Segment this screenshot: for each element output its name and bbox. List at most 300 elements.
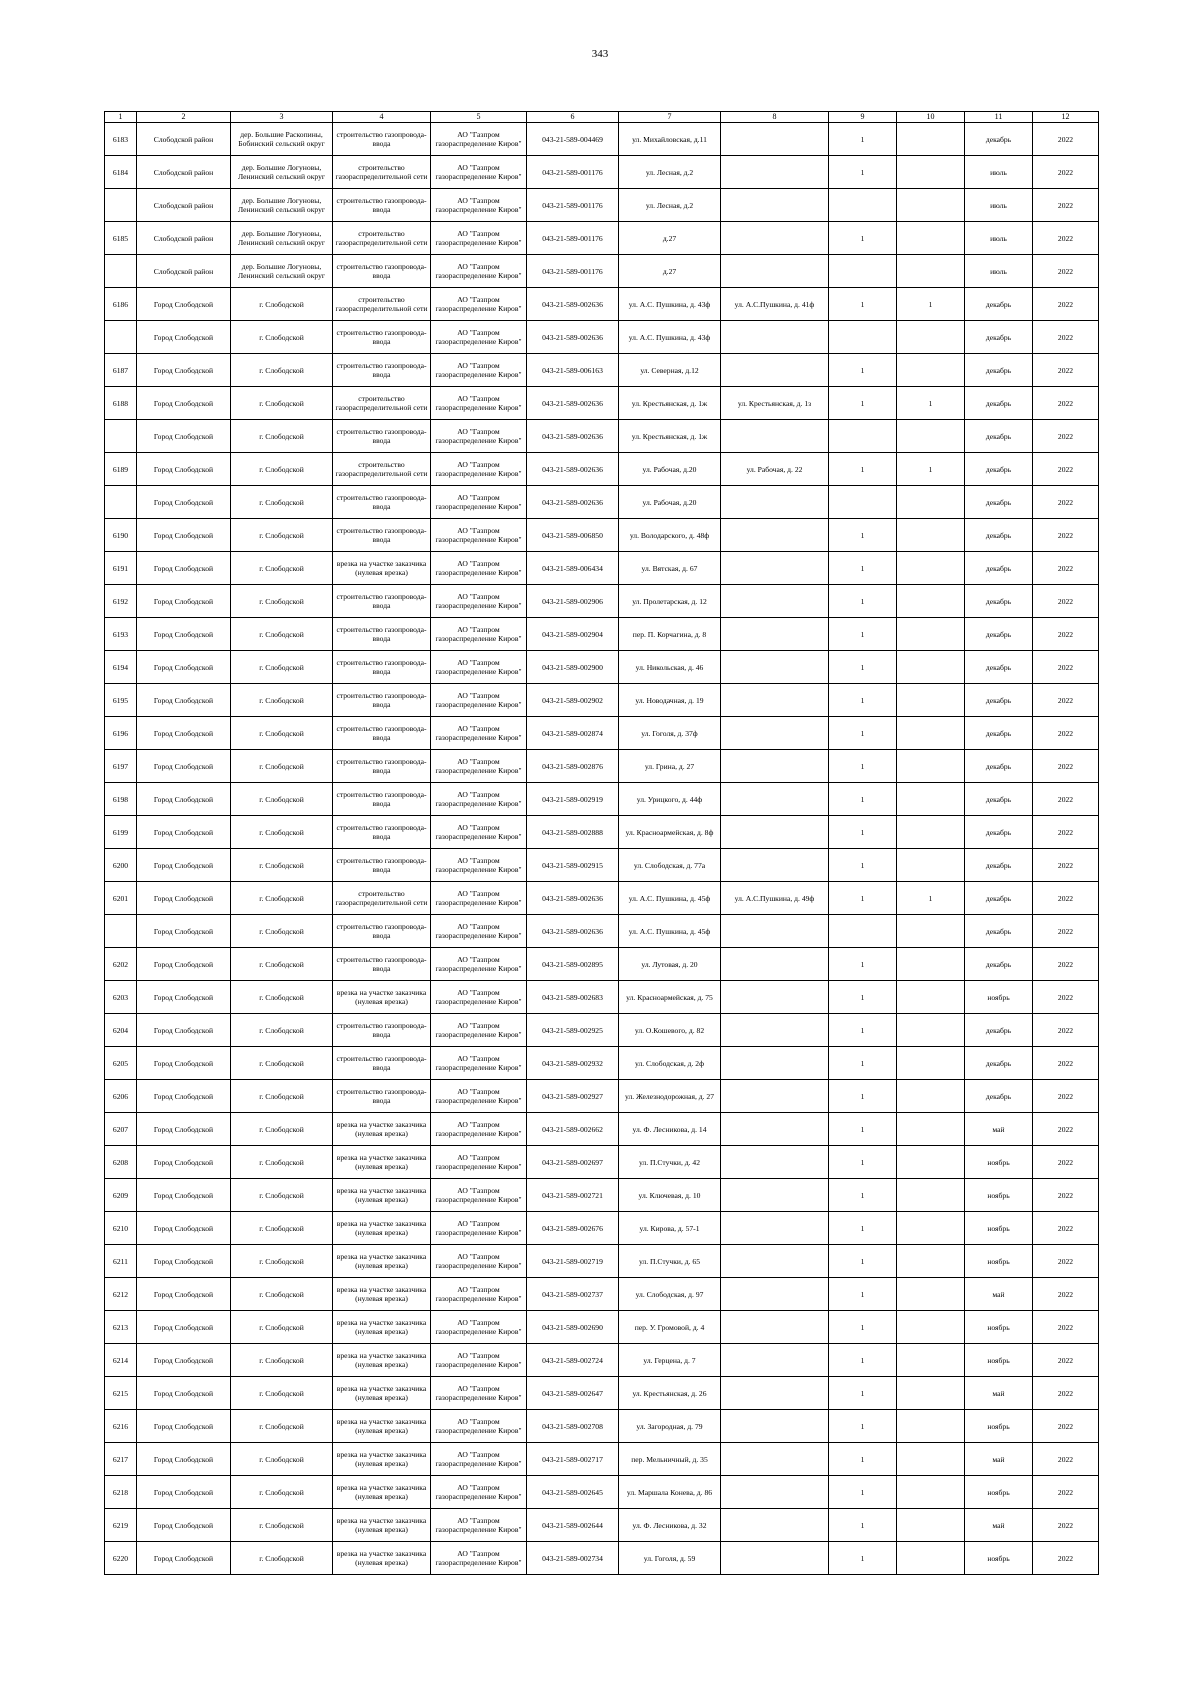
table-cell: Город Слободской [137,651,231,684]
table-cell [897,1278,965,1311]
table-cell: ул. Слободская, д. 2ф [619,1047,721,1080]
table-cell: врезка на участке заказчика (нулевая врезка) [333,1311,431,1344]
table-cell: Город Слободской [137,981,231,1014]
table-cell: 6215 [105,1377,137,1410]
table-cell: Город Слободской [137,618,231,651]
table-cell: г. Слободской [231,1344,333,1377]
table-cell: ул. Ключевая, д. 10 [619,1179,721,1212]
table-cell: 1 [829,1311,897,1344]
table-cell: врезка на участке заказчика (нулевая врезка) [333,552,431,585]
table-cell: строительство газопровода-ввода [333,1047,431,1080]
table-cell [105,915,137,948]
table-cell: врезка на участке заказчика (нулевая врезка) [333,1179,431,1212]
table-cell: 6192 [105,585,137,618]
table-cell: ул. Герцена, д. 7 [619,1344,721,1377]
table-cell: 2022 [1033,255,1099,288]
table-cell: строительство газопровода-ввода [333,915,431,948]
table-cell: 043-21-589-004469 [527,123,619,156]
table-cell: ул. Крестьянская, д. 1ж [619,387,721,420]
table-cell: строительство газораспределительной сети [333,288,431,321]
table-cell: строительство газораспределительной сети [333,882,431,915]
table-cell: АО "Газпром газораспределение Киров" [431,1443,527,1476]
table-cell: АО "Газпром газораспределение Киров" [431,1542,527,1575]
table-cell: дер. Большие Логуновы, Ленинский сельский округ [231,222,333,255]
table-cell [897,1377,965,1410]
table-cell: ул. П.Стучки, д. 65 [619,1245,721,1278]
table-cell: 2022 [1033,981,1099,1014]
table-cell: 1 [829,585,897,618]
table-cell [721,981,829,1014]
table-cell: июль [965,222,1033,255]
table-cell: ул. А.С.Пушкина, д. 41ф [721,288,829,321]
table-cell: ул. Маршала Конева, д. 86 [619,1476,721,1509]
table-cell: 6195 [105,684,137,717]
table-cell: 6213 [105,1311,137,1344]
table-cell: 2022 [1033,1014,1099,1047]
table-cell: декабрь [965,849,1033,882]
table-cell: ноябрь [965,1212,1033,1245]
table-cell: 043-21-589-002662 [527,1113,619,1146]
table-cell: АО "Газпром газораспределение Киров" [431,156,527,189]
table-row [105,618,1099,651]
table-cell: 1 [829,1047,897,1080]
table-cell: г. Слободской [231,1542,333,1575]
table-cell: АО "Газпром газораспределение Киров" [431,1245,527,1278]
table-cell: Город Слободской [137,1542,231,1575]
table-cell [897,1311,965,1344]
table-cell: ул. Урицкого, д. 44ф [619,783,721,816]
table-cell: 2022 [1033,123,1099,156]
table-row [105,816,1099,849]
table-cell: ноябрь [965,1476,1033,1509]
table-cell: АО "Газпром газораспределение Киров" [431,651,527,684]
table-cell: 2022 [1033,288,1099,321]
table-cell: АО "Газпром газораспределение Киров" [431,420,527,453]
table-cell: ул. Лесная, д.2 [619,189,721,222]
table-cell: 043-21-589-002734 [527,1542,619,1575]
table-cell: г. Слободской [231,387,333,420]
table-cell: 1 [829,156,897,189]
table-cell: май [965,1509,1033,1542]
table-cell: 1 [829,849,897,882]
table-cell: 2022 [1033,1245,1099,1278]
table-cell [829,255,897,288]
table-row [105,717,1099,750]
table-cell: Город Слободской [137,948,231,981]
table-cell: Город Слободской [137,1344,231,1377]
table-cell: Город Слободской [137,1377,231,1410]
table-cell [721,222,829,255]
table-cell: 043-21-589-002683 [527,981,619,1014]
table-cell: май [965,1113,1033,1146]
table-cell: декабрь [965,387,1033,420]
table-cell: 6187 [105,354,137,387]
table-cell: декабрь [965,783,1033,816]
table-cell: 043-21-589-002904 [527,618,619,651]
table-cell [897,1344,965,1377]
table-cell: 6199 [105,816,137,849]
table-cell: ул. А.С. Пушкина, д. 45ф [619,882,721,915]
table-cell: 2022 [1033,1509,1099,1542]
table-cell: АО "Газпром газораспределение Киров" [431,783,527,816]
table-cell: г. Слободской [231,1245,333,1278]
table-cell: ул. Красноармейская, д. 75 [619,981,721,1014]
table-cell [721,1377,829,1410]
table-cell: строительство газораспределительной сети [333,156,431,189]
table-cell: строительство газопровода-ввода [333,1014,431,1047]
table-cell [721,189,829,222]
table-cell: строительство газопровода-ввода [333,321,431,354]
table-cell: строительство газораспределительной сети [333,453,431,486]
table-cell [897,156,965,189]
table-cell: май [965,1377,1033,1410]
table-row [105,1443,1099,1476]
table-cell: ул. Рабочая, д. 22 [721,453,829,486]
table-row [105,222,1099,255]
table-cell: ул. Рабочая, д.20 [619,453,721,486]
table-cell [105,189,137,222]
table-cell [897,1179,965,1212]
table-cell: 6212 [105,1278,137,1311]
table-cell: врезка на участке заказчика (нулевая врезка) [333,1212,431,1245]
table-cell: строительство газораспределительной сети [333,387,431,420]
table-cell: ул. Крестьянская, д. 1з [721,387,829,420]
table-cell [897,849,965,882]
table-row [105,981,1099,1014]
table-cell: 2022 [1033,1542,1099,1575]
table-cell: 2022 [1033,816,1099,849]
table-cell: 6188 [105,387,137,420]
column-header: 9 [829,112,897,123]
table-cell [721,1212,829,1245]
table-row [105,1509,1099,1542]
table-cell: Город Слободской [137,1443,231,1476]
table-cell [897,1245,965,1278]
table-row [105,915,1099,948]
table-cell [897,981,965,1014]
table-cell [721,1179,829,1212]
table-cell [897,420,965,453]
table-cell: Город Слободской [137,1245,231,1278]
table-cell: 6191 [105,552,137,585]
table-cell: 2022 [1033,321,1099,354]
table-cell: 6205 [105,1047,137,1080]
table-cell: ул. Кирова, д. 57-1 [619,1212,721,1245]
table-cell: 1 [829,981,897,1014]
table-cell: 043-21-589-001176 [527,156,619,189]
table-cell [721,1542,829,1575]
table-cell: строительство газопровода-ввода [333,783,431,816]
table-cell: ул. О.Кошевого, д. 82 [619,1014,721,1047]
table-cell: 2022 [1033,1311,1099,1344]
table-cell: г. Слободской [231,618,333,651]
table-cell [721,354,829,387]
table-cell: 2022 [1033,156,1099,189]
table-cell [897,1476,965,1509]
table-cell: 2022 [1033,354,1099,387]
table-cell: АО "Газпром газораспределение Киров" [431,552,527,585]
table-row [105,783,1099,816]
table-cell: Город Слободской [137,717,231,750]
table-cell [721,1410,829,1443]
table-cell: дер. Большие Логуновы, Ленинский сельский округ [231,255,333,288]
table-row [105,354,1099,387]
table-cell: 1 [829,1014,897,1047]
table-cell: ул. Ф. Лесникова, д. 32 [619,1509,721,1542]
table-cell [721,585,829,618]
table-cell: врезка на участке заказчика (нулевая врезка) [333,1377,431,1410]
table-cell: май [965,1443,1033,1476]
table-cell: декабрь [965,948,1033,981]
table-cell: 1 [829,1509,897,1542]
table-cell: 6206 [105,1080,137,1113]
table-cell: ул. Лутовая, д. 20 [619,948,721,981]
table-body [105,123,1099,1575]
table-cell [829,486,897,519]
table-cell: 2022 [1033,1113,1099,1146]
column-header: 4 [333,112,431,123]
table-cell: 1 [829,750,897,783]
table-cell: г. Слободской [231,321,333,354]
column-header: 7 [619,112,721,123]
table-cell: 2022 [1033,453,1099,486]
table-cell: строительство газопровода-ввода [333,585,431,618]
table-cell [721,1476,829,1509]
table-cell: Город Слободской [137,288,231,321]
table-cell: 1 [829,783,897,816]
table-cell: ул. Никольская, д. 46 [619,651,721,684]
table-cell: 043-21-589-002676 [527,1212,619,1245]
table-cell: 2022 [1033,618,1099,651]
table-cell: 043-21-589-002636 [527,321,619,354]
table-row [105,1146,1099,1179]
table-cell [897,618,965,651]
table-cell: врезка на участке заказчика (нулевая врезка) [333,981,431,1014]
table-cell: 043-21-589-002721 [527,1179,619,1212]
table-cell: 6189 [105,453,137,486]
table-cell: 2022 [1033,684,1099,717]
table-cell: ул. А.С. Пушкина, д. 43ф [619,288,721,321]
table-cell [829,189,897,222]
table-cell: 043-21-589-002636 [527,288,619,321]
table-cell: 6198 [105,783,137,816]
table-cell [721,750,829,783]
table-row [105,684,1099,717]
table-cell: Город Слободской [137,816,231,849]
table-cell: 043-21-589-002915 [527,849,619,882]
table-cell [105,486,137,519]
column-header: 3 [231,112,333,123]
table-cell: врезка на участке заказчика (нулевая врезка) [333,1113,431,1146]
table-cell: Город Слободской [137,1212,231,1245]
table-cell: г. Слободской [231,288,333,321]
table-row [105,948,1099,981]
table-cell: 043-21-589-002724 [527,1344,619,1377]
table-cell: строительство газопровода-ввода [333,684,431,717]
table-cell: г. Слободской [231,1146,333,1179]
table-cell: Город Слободской [137,1113,231,1146]
table-cell [721,1014,829,1047]
table-cell: 6186 [105,288,137,321]
table-cell: ул. Железнодорожная, д. 27 [619,1080,721,1113]
header-row [105,112,1099,123]
table-cell: 2022 [1033,387,1099,420]
table-cell: ул. Гоголя, д. 37ф [619,717,721,750]
table-cell [829,915,897,948]
table-cell: ул. Ф. Лесникова, д. 14 [619,1113,721,1146]
table-cell: АО "Газпром газораспределение Киров" [431,1080,527,1113]
table-cell: г. Слободской [231,486,333,519]
table-cell: ул. Рабочая, д.20 [619,486,721,519]
table-cell: ул. Слободская, д. 77а [619,849,721,882]
table-cell: АО "Газпром газораспределение Киров" [431,453,527,486]
table-cell: АО "Газпром газораспределение Киров" [431,1113,527,1146]
column-header: 11 [965,112,1033,123]
table-cell: ул. Загородная, д. 79 [619,1410,721,1443]
table-cell: АО "Газпром газораспределение Киров" [431,321,527,354]
table-cell: 1 [829,1542,897,1575]
column-header: 10 [897,112,965,123]
table-cell: врезка на участке заказчика (нулевая врезка) [333,1410,431,1443]
table-cell: декабрь [965,684,1033,717]
table-cell: 043-21-589-002927 [527,1080,619,1113]
table-cell: г. Слободской [231,552,333,585]
table-cell: АО "Газпром газораспределение Киров" [431,1278,527,1311]
table-row [105,189,1099,222]
table-cell: г. Слободской [231,684,333,717]
table-cell: врезка на участке заказчика (нулевая врезка) [333,1278,431,1311]
table-cell: г. Слободской [231,717,333,750]
table-cell: 043-21-589-006850 [527,519,619,552]
table-row [105,552,1099,585]
table-cell: декабрь [965,882,1033,915]
table-cell: 043-21-589-002636 [527,420,619,453]
table-cell: АО "Газпром газораспределение Киров" [431,750,527,783]
table-cell: 1 [829,519,897,552]
table-cell: 043-21-589-002919 [527,783,619,816]
table-cell: 6214 [105,1344,137,1377]
table-cell [897,354,965,387]
table-cell: 1 [829,1179,897,1212]
table-cell: ноябрь [965,1410,1033,1443]
table-cell: Слободской район [137,255,231,288]
table-cell: 1 [829,1278,897,1311]
table-cell: АО "Газпром газораспределение Киров" [431,1377,527,1410]
column-header: 12 [1033,112,1099,123]
table-row [105,519,1099,552]
table-cell [721,1344,829,1377]
table-cell: 1 [829,123,897,156]
table-cell [897,255,965,288]
table-cell: АО "Газпром газораспределение Киров" [431,354,527,387]
table-cell: 2022 [1033,1278,1099,1311]
table-cell: 043-21-589-002737 [527,1278,619,1311]
table-cell: Город Слободской [137,486,231,519]
table-cell [721,1311,829,1344]
table-cell: г. Слободской [231,750,333,783]
table-cell: 043-21-589-001176 [527,255,619,288]
table-cell: г. Слободской [231,519,333,552]
table-cell: Город Слободской [137,1080,231,1113]
table-cell: 043-21-589-002690 [527,1311,619,1344]
table-cell: г. Слободской [231,1047,333,1080]
table-cell: июль [965,156,1033,189]
table-cell: Город Слободской [137,453,231,486]
table-cell: АО "Газпром газораспределение Киров" [431,585,527,618]
table-cell: 2022 [1033,222,1099,255]
table-cell: 6184 [105,156,137,189]
table-cell: АО "Газпром газораспределение Киров" [431,981,527,1014]
table-cell: Город Слободской [137,750,231,783]
table-cell: г. Слободской [231,816,333,849]
table-cell: ул. Новодачная, д. 19 [619,684,721,717]
table-cell [721,651,829,684]
table-cell: АО "Газпром газораспределение Киров" [431,519,527,552]
table-cell: декабрь [965,123,1033,156]
table-cell: г. Слободской [231,354,333,387]
table-cell: г. Слободской [231,915,333,948]
table-cell: 1 [829,552,897,585]
table-row [105,1476,1099,1509]
table-cell [897,519,965,552]
table-cell: май [965,1278,1033,1311]
table-cell: 043-21-589-002906 [527,585,619,618]
table-cell: 1 [829,882,897,915]
table-cell: Слободской район [137,189,231,222]
table-cell [897,123,965,156]
table-cell: 043-21-589-002874 [527,717,619,750]
table-cell [897,1047,965,1080]
table-cell: 2022 [1033,1080,1099,1113]
table-cell: АО "Газпром газораспределение Киров" [431,1509,527,1542]
table-cell: Город Слободской [137,1410,231,1443]
table-cell: АО "Газпром газораспределение Киров" [431,882,527,915]
page-number: 343 [591,48,609,60]
table-row [105,585,1099,618]
table-cell: 2022 [1033,849,1099,882]
table-cell: 2022 [1033,1146,1099,1179]
table-cell: ноябрь [965,1245,1033,1278]
table-cell: г. Слободской [231,1212,333,1245]
table-cell: АО "Газпром газораспределение Киров" [431,1146,527,1179]
table-cell [897,189,965,222]
table-cell: ул. Михайловская, д.11 [619,123,721,156]
table-cell: декабрь [965,354,1033,387]
table-cell: строительство газопровода-ввода [333,519,431,552]
table-cell: строительство газопровода-ввода [333,618,431,651]
table-cell: ул. Лесная, д.2 [619,156,721,189]
table-row [105,1113,1099,1146]
table-cell: 1 [829,684,897,717]
table-cell: 043-21-589-006163 [527,354,619,387]
table-cell: АО "Газпром газораспределение Киров" [431,387,527,420]
table-row [105,750,1099,783]
table-cell: дер. Большие Логуновы, Ленинский сельский округ [231,156,333,189]
table-cell [721,321,829,354]
table-cell: ул. Слободская, д. 97 [619,1278,721,1311]
table-cell: 043-21-589-001176 [527,222,619,255]
table-cell [897,750,965,783]
table-row [105,1179,1099,1212]
table-cell: декабрь [965,618,1033,651]
table-cell: 2022 [1033,717,1099,750]
table-row [105,255,1099,288]
table-cell: Город Слободской [137,1278,231,1311]
table-cell [721,816,829,849]
table-cell [897,1080,965,1113]
table-cell [897,948,965,981]
table-cell: строительство газопровода-ввода [333,123,431,156]
